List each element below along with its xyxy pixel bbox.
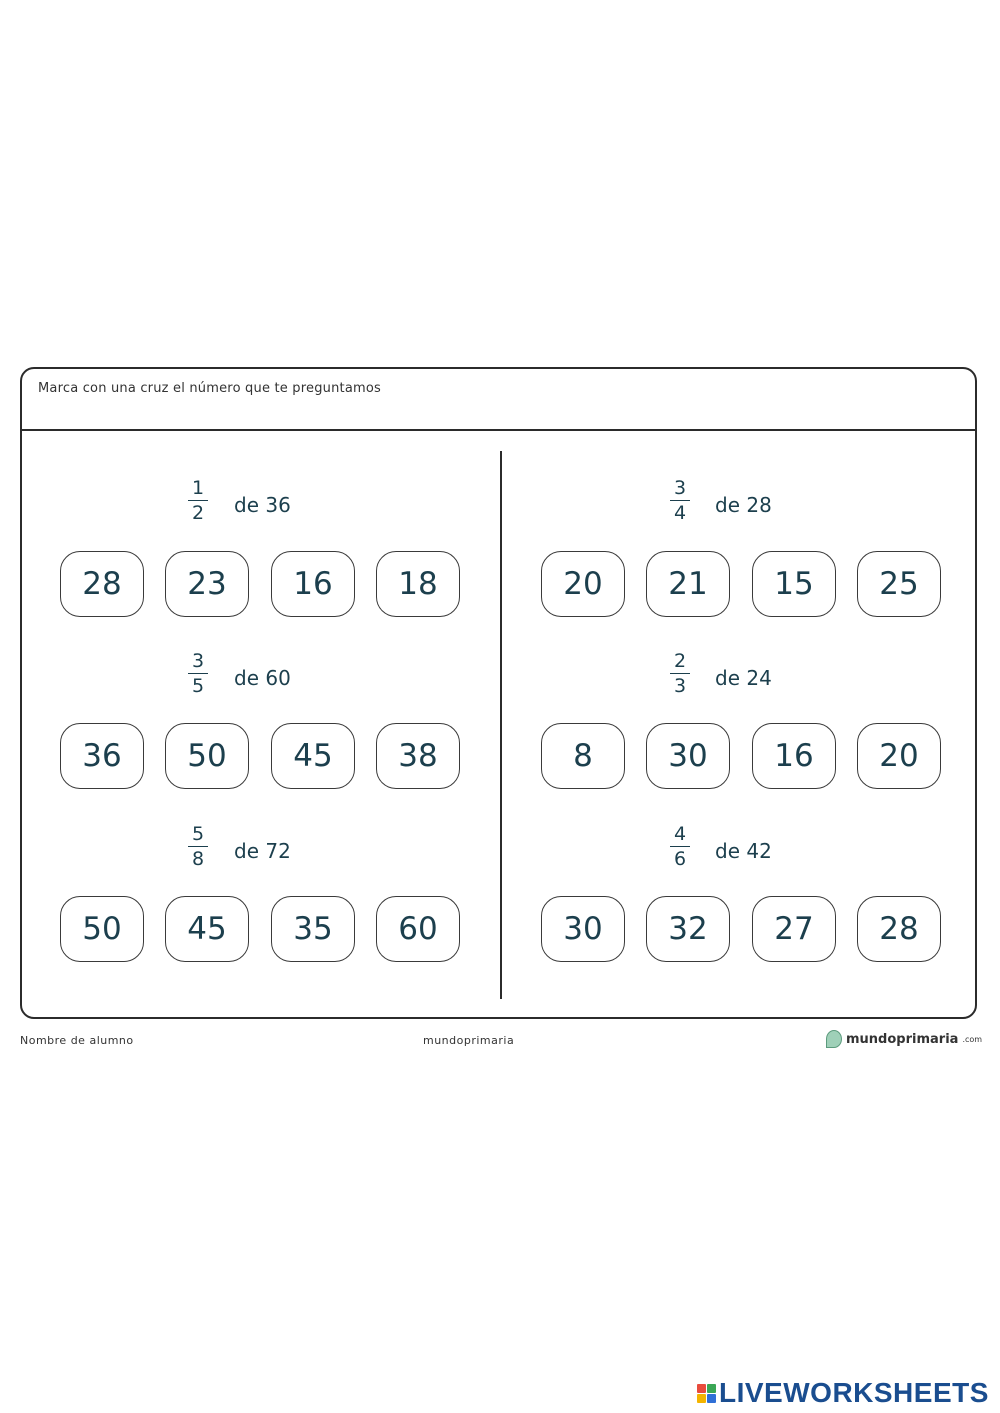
denominator: 4	[673, 502, 687, 524]
numerator: 1	[191, 477, 205, 499]
answer-option[interactable]: 21	[646, 551, 730, 617]
denominator: 6	[673, 848, 687, 870]
of-text: de 24	[715, 666, 772, 690]
fraction	[670, 477, 690, 524]
brand-text: LIVEWORKSHEETS	[719, 1377, 989, 1408]
answer-option[interactable]: 16	[752, 723, 836, 789]
leaf-icon	[826, 1030, 842, 1048]
answer-option[interactable]: 38	[376, 723, 460, 789]
column-divider	[500, 451, 502, 999]
fraction-bar	[670, 500, 690, 501]
fraction	[188, 823, 208, 870]
answer-option[interactable]: 28	[60, 551, 144, 617]
instruction-text: Marca con una cruz el número que te preguntamos	[38, 381, 381, 396]
numerator: 3	[191, 650, 205, 672]
answer-option[interactable]: 36	[60, 723, 144, 789]
fraction	[670, 650, 690, 697]
fraction	[188, 650, 208, 697]
logo-suffix: .com	[962, 1034, 983, 1044]
answer-option[interactable]: 30	[541, 896, 625, 962]
footer-center-text: mundoprimaria	[423, 1034, 515, 1047]
of-text: de 28	[715, 493, 772, 517]
answer-option[interactable]: 35	[271, 896, 355, 962]
answer-option[interactable]: 50	[60, 896, 144, 962]
of-text: de 36	[234, 493, 291, 517]
fraction-bar	[188, 673, 208, 674]
answer-option[interactable]: 27	[752, 896, 836, 962]
logo-text: mundoprimaria	[846, 1031, 959, 1047]
answer-option[interactable]: 8	[541, 723, 625, 789]
header-divider	[22, 429, 975, 431]
fraction-bar	[188, 500, 208, 501]
answer-option[interactable]: 16	[271, 551, 355, 617]
answer-option[interactable]: 60	[376, 896, 460, 962]
of-text: de 42	[715, 839, 772, 863]
denominator: 8	[191, 848, 205, 870]
answer-option[interactable]: 20	[857, 723, 941, 789]
answer-option[interactable]: 28	[857, 896, 941, 962]
numerator: 3	[673, 477, 687, 499]
answer-option[interactable]: 45	[165, 896, 249, 962]
denominator: 2	[191, 502, 205, 524]
fraction	[188, 477, 208, 524]
answer-option[interactable]: 23	[165, 551, 249, 617]
answer-option[interactable]: 30	[646, 723, 730, 789]
of-text: de 60	[234, 666, 291, 690]
brand-blocks-icon	[697, 1384, 716, 1403]
of-text: de 72	[234, 839, 291, 863]
footer-student-name: Nombre de alumno	[20, 1034, 134, 1047]
numerator: 2	[673, 650, 687, 672]
answer-option[interactable]: 50	[165, 723, 249, 789]
answer-option[interactable]: 32	[646, 896, 730, 962]
site-logo	[826, 1030, 982, 1048]
denominator: 3	[673, 675, 687, 697]
numerator: 4	[673, 823, 687, 845]
worksheet-card	[20, 367, 977, 1019]
answer-option[interactable]: 25	[857, 551, 941, 617]
fraction	[670, 823, 690, 870]
fraction-bar	[188, 846, 208, 847]
fraction-bar	[670, 846, 690, 847]
answer-option[interactable]: 15	[752, 551, 836, 617]
answer-option[interactable]: 18	[376, 551, 460, 617]
fraction-bar	[670, 673, 690, 674]
denominator: 5	[191, 675, 205, 697]
liveworksheets-brand	[697, 1377, 989, 1409]
answer-option[interactable]: 45	[271, 723, 355, 789]
answer-option[interactable]: 20	[541, 551, 625, 617]
numerator: 5	[191, 823, 205, 845]
